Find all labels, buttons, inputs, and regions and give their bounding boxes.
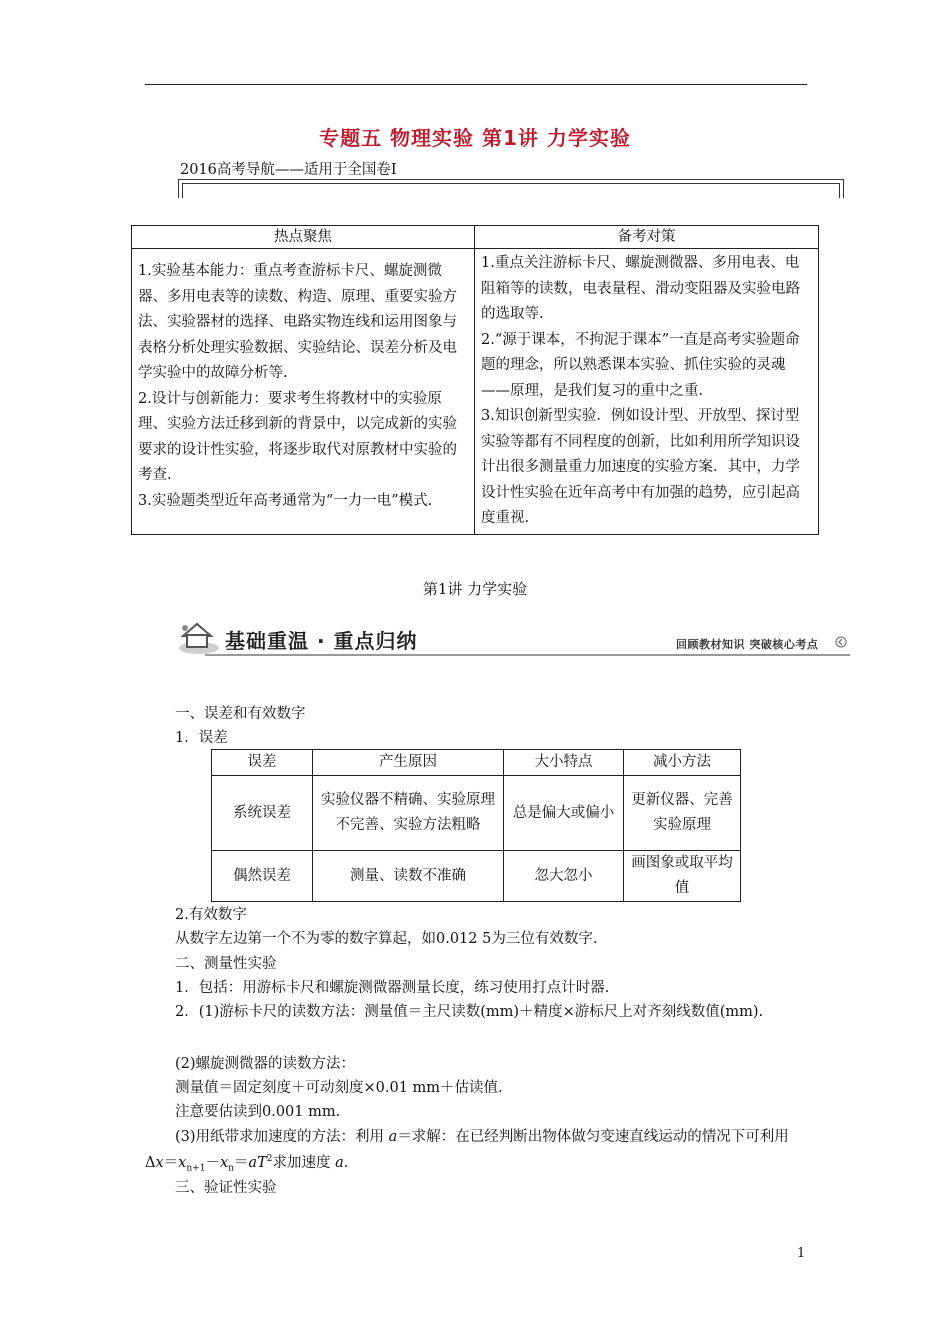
- header-frame-inner: [182, 183, 840, 198]
- error-cell: 总是偏大或偏小: [504, 776, 624, 851]
- error-header: 减小方法: [624, 750, 741, 776]
- page-number: 1: [797, 1246, 806, 1261]
- banner-title: 基础重温 · 重点归纳: [225, 629, 418, 653]
- error-cell: 测量、读数不准确: [313, 851, 504, 902]
- sig-figures-text: 从数字左边第一个不为零的数字算起，如0.012 5为三位有效数字.: [175, 931, 598, 947]
- strategy-item: 3.知识创新型实验．例如设计型、开放型、探讨型实验等都有不同程度的创新，比如利用所学知识设计出很多测量重力加速度的实验方案．其中，力学设计性实验在近年高考中有加强的趋势，应引起高度重视.: [481, 408, 800, 526]
- error-cell: 更新仪器、完善实验原理: [624, 776, 741, 851]
- error-header: 误差: [212, 750, 313, 776]
- strategy-item: 1.重点关注游标卡尺、螺旋测微器、多用电表、电阻箱等的读数，电表量程、滑动变阻器及实验电路的选取等.: [481, 255, 800, 322]
- banner-underline: [205, 654, 850, 656]
- section2-item2a: 2．(1)游标卡尺的读数方法：测量值＝主尺读数(mm)＋精度×游标尺上对齐刻线数值(mm).: [175, 1004, 764, 1020]
- section1-sub1: 1．误差: [175, 730, 228, 746]
- error-cell: 偶然误差: [212, 851, 313, 902]
- top-rule: [145, 84, 807, 85]
- section1-heading: 一、误差和有效数字: [175, 706, 306, 722]
- section2-formula: 测量值＝固定刻度＋可动刻度×0.01 mm＋估读值.: [175, 1080, 503, 1096]
- section2-note: 注意要估读到0.001 mm.: [175, 1104, 341, 1120]
- col-header-strategy: 备考对策: [475, 226, 819, 249]
- section2-item3: (3)用纸带求加速度的方法：利用 a＝求解：在已经判断出物体做匀变速直线运动的情况下可利用 $\Delta x=x_{n+1}-x_n=aT^2$求加速度 a.: [145, 1129, 789, 1174]
- error-header: 大小特点: [504, 750, 624, 776]
- page-subtitle: 2016高考导航——适用于全国卷Ⅰ: [180, 162, 397, 178]
- house-book-icon: [175, 618, 225, 658]
- error-cell: 画图象或取平均值: [624, 851, 741, 902]
- error-cell: 实验仪器不精确、实验原理不完善、实验方法粗略: [313, 776, 504, 851]
- col-header-focus: 热点聚焦: [132, 226, 475, 249]
- table-row: [212, 851, 741, 902]
- error-header: 产生原因: [313, 750, 504, 776]
- strategy-cell: [475, 249, 819, 535]
- strategy-item: 2.“源于课本，不拘泥于课本”一直是高考实验题命题的理念，所以熟悉课本实验、抓住实验的灵魂——原理，是我们复习的重中之重.: [481, 331, 800, 399]
- section2-heading: 二、测量性实验: [175, 956, 277, 972]
- lecture-title: 第1讲 力学实验: [422, 580, 528, 598]
- focus-item: 1.实验基本能力：重点考查游标卡尺、螺旋测微器、多用电表等的读数、构造、原理、重要实验方法、实验器材的选择、电路实物连线和运用图象与表格分析处理实验数据、实验结论、误差分析及电学实验中的故障分析等.: [138, 263, 457, 381]
- table-row: [212, 776, 741, 851]
- focus-item: 2.设计与创新能力：要求考生将教材中的实验原理、实验方法迁移到新的背景中，以完成新的实验要求的设计性实验，将逐步取代对原教材中实验的考查.: [138, 390, 457, 483]
- page-title: 专题五 物理实验 第1讲 力学实验: [319, 126, 631, 150]
- section2-item2b: (2)螺旋测微器的读数方法：: [175, 1056, 356, 1072]
- chevron-left-icon: [835, 636, 847, 648]
- banner-subtitle: 回顾教材知识 突破核心考点: [676, 638, 819, 651]
- overview-table: [131, 225, 819, 535]
- section1-sub2: 2.有效数字: [175, 907, 247, 923]
- error-table: [211, 749, 741, 902]
- section2-item1: 1．包括：用游标卡尺和螺旋测微器测量长度，练习使用打点计时器.: [175, 980, 610, 996]
- error-cell: 系统误差: [212, 776, 313, 851]
- error-cell: 忽大忽小: [504, 851, 624, 902]
- section3-heading: 三、验证性实验: [175, 1180, 277, 1196]
- focus-item: 3.实验题类型近年高考通常为“一力一电”模式.: [138, 492, 433, 509]
- focus-cell: [132, 249, 475, 535]
